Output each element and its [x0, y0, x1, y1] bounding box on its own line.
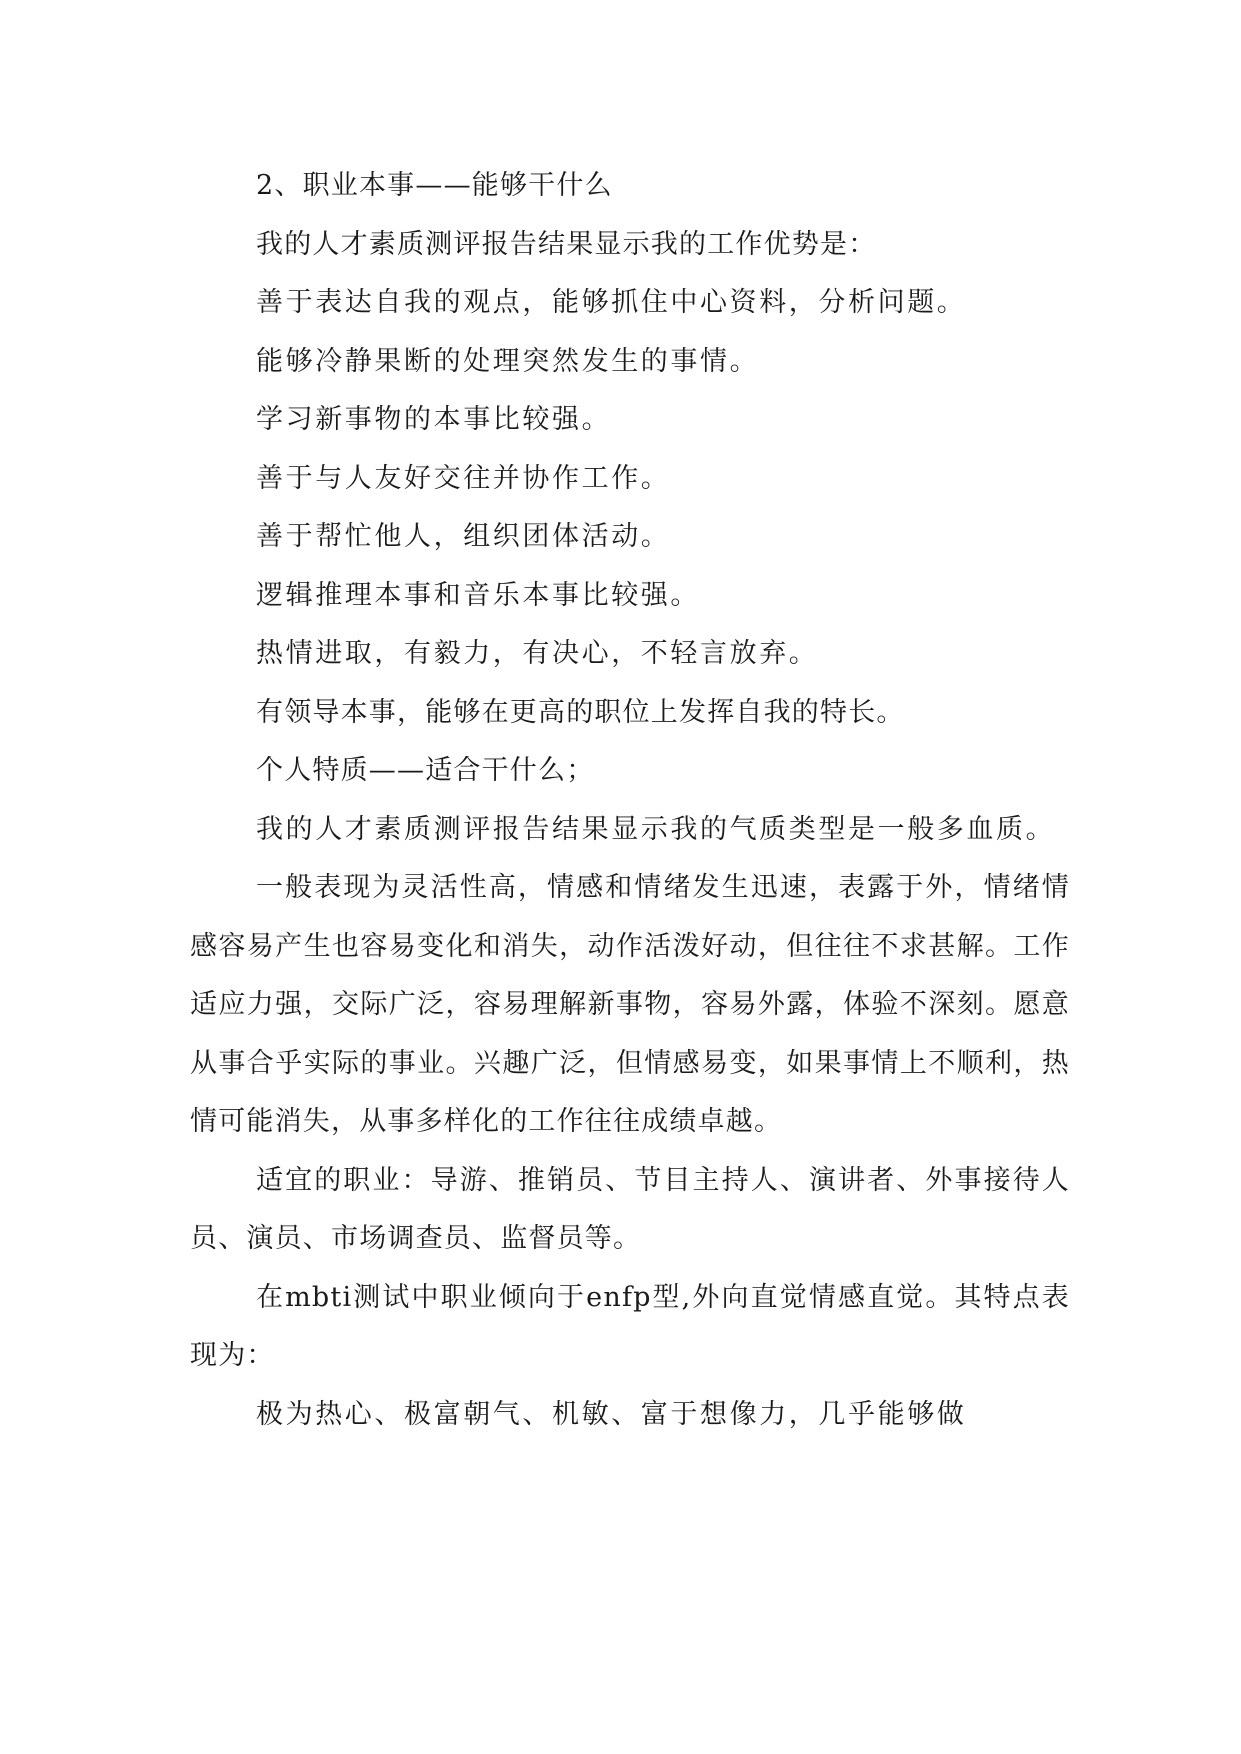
list-item: 善于帮忙他人，组织团体活动。 — [256, 521, 671, 552]
paragraph: 在mbti测试中职业倾向于enfp型,外向直觉情感直觉。其特点表现为： — [190, 1281, 1070, 1371]
list-item: 有领导本事，能够在更高的职位上发挥自我的特长。 — [256, 696, 905, 728]
paragraph: 我的人才素质测评报告结果显示我的工作优势是： — [256, 228, 877, 260]
list-item: 善于表达自我的观点，能够抓住中心资料，分析问题。 — [256, 287, 967, 318]
paragraph: 我的人才素质测评报告结果显示我的气质类型是一般多血质。 — [256, 813, 1056, 845]
list-item: 热情进取，有毅力，有决心，不轻言放弃。 — [256, 638, 819, 669]
paragraph: 适宜的职业：导游、推销员、节目主持人、演讲者、外事接待人员、演员、市场调查员、监督员等。 — [190, 1164, 1070, 1254]
paragraph: 极为热心、极富朝气、机敏、富于想像力，几乎能够做 — [256, 1398, 967, 1430]
section-heading-career-ability: 2、职业本事——能够干什么 — [256, 170, 613, 201]
list-item: 学习新事物的本事比较强。 — [256, 404, 612, 435]
list-item: 善于与人友好交往并协作工作。 — [256, 462, 671, 494]
paragraph: 一般表现为灵活性高，情感和情绪发生迅速，表露于外，情绪情感容易产生也容易变化和消失，动作活泼好动，但往往不求甚解。工作适应力强，交际广泛，容易理解新事物，容易外露，体验不深刻。愿意从事合乎实际的事业。兴趣广泛，但情感易变，如果事情上不顺利，热情可能消失，从事多样化的工作往往成绩卓越。 — [190, 872, 1070, 1137]
list-item: 逻辑推理本事和音乐本事比较强。 — [256, 579, 700, 611]
section-heading-personal-traits: 个人特质——适合干什么； — [256, 755, 595, 786]
list-item: 能够冷静果断的处理突然发生的事情。 — [256, 345, 760, 377]
document-body — [190, 157, 1070, 1444]
